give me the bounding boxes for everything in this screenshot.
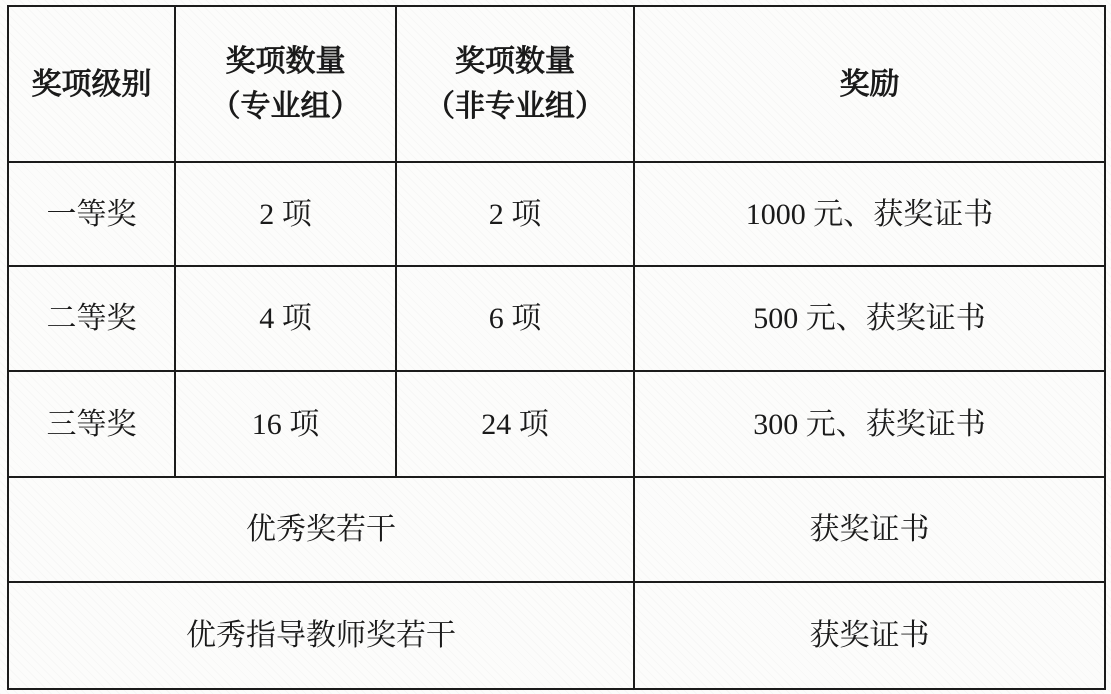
table-row-outstanding-advisor-prize (8, 582, 1105, 689)
header-cell-count-professional (175, 6, 396, 162)
header-line: 奖项数量 (225, 45, 346, 78)
header-line: （非专业组） (425, 90, 605, 123)
table-cell-merged-label: 优秀指导教师奖若干 (8, 582, 634, 689)
header-cell-award-level (8, 6, 175, 162)
table-cell-count-nonprofessional: 6 项 (396, 266, 634, 371)
awards-table (7, 5, 1106, 690)
table-cell-reward: 300 元、获奖证书 (634, 371, 1105, 477)
header-cell-reward (634, 6, 1105, 162)
table-cell-level: 一等奖 (8, 162, 175, 266)
table-row-third-prize (8, 371, 1105, 477)
table-cell-reward: 1000 元、获奖证书 (634, 162, 1105, 266)
table-cell-level: 二等奖 (8, 266, 175, 371)
table-cell-reward: 500 元、获奖证书 (634, 266, 1105, 371)
header-line: 奖项级别 (31, 67, 152, 101)
table-cell-merged-label: 优秀奖若干 (8, 477, 634, 582)
header-line: 奖励 (839, 67, 900, 101)
table-cell-count-professional: 2 项 (175, 162, 396, 266)
table-header-row (8, 6, 1105, 162)
table-cell-count-nonprofessional: 2 项 (396, 162, 634, 266)
header-line: 奖项数量 (455, 45, 575, 78)
table-cell-count-professional: 16 项 (175, 371, 396, 477)
header-cell-count-nonprofessional (396, 6, 634, 162)
table-row-excellence-prize (8, 477, 1105, 582)
table-cell-count-nonprofessional: 24 项 (396, 371, 634, 477)
header-line: （专业组） (210, 90, 361, 123)
table-cell-reward: 获奖证书 (634, 582, 1105, 689)
table-cell-count-professional: 4 项 (175, 266, 396, 371)
table-row-second-prize (8, 266, 1105, 371)
table-cell-reward: 获奖证书 (634, 477, 1105, 582)
table-row-first-prize (8, 162, 1105, 266)
table-cell-level: 三等奖 (8, 371, 175, 477)
